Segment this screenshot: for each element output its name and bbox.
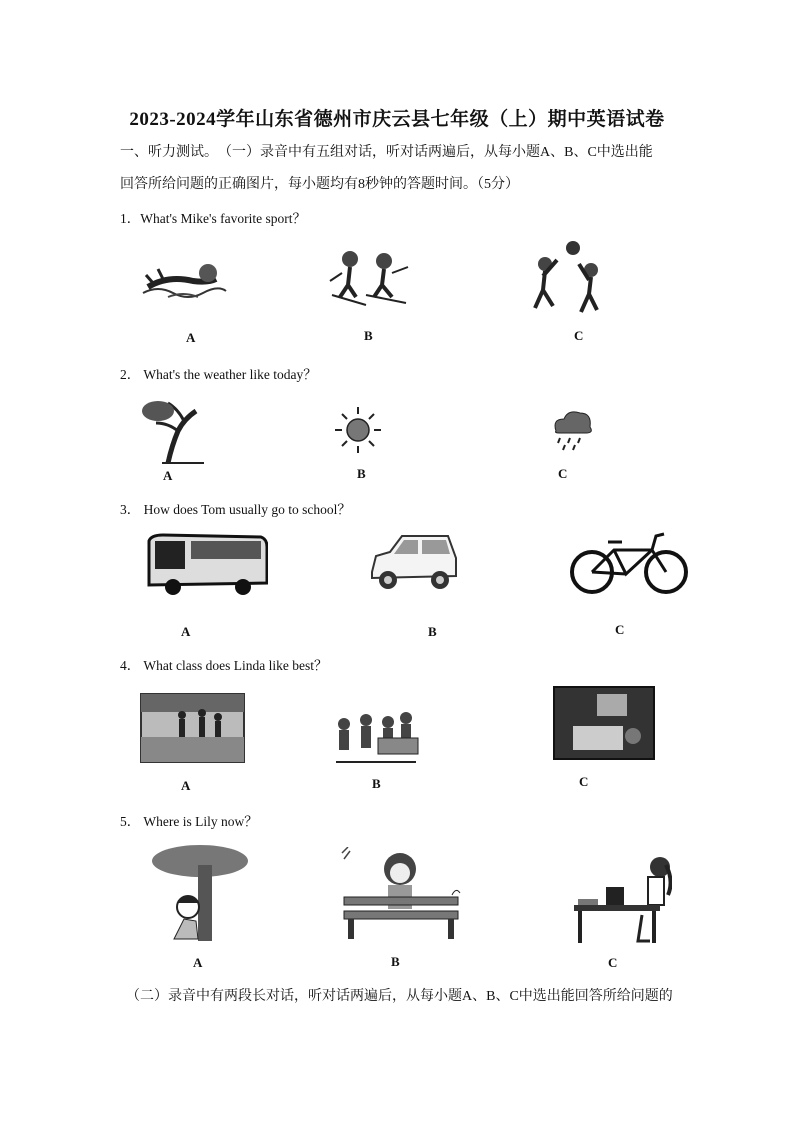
option-label: C (574, 328, 584, 343)
skiing-icon (322, 247, 412, 307)
option-label: B (372, 776, 381, 791)
exam-title: 2023-2024学年山东省德州市庆云县七年级（上）期中英语试卷 (129, 109, 665, 130)
question-3: 3． How does Tom usually go to school？ (120, 502, 351, 517)
windy-tree-icon (138, 395, 208, 465)
option-label: B (428, 624, 437, 639)
swimming-icon (138, 255, 228, 305)
option-label: B (364, 328, 373, 343)
section-2-instructions: （二）录音中有两段长对话，听对话两遍后，从每小题A、B、C中选出能回答所给问题的 (126, 989, 673, 1004)
option-label: C (615, 622, 625, 637)
section-1-instructions: 一、听力测试。 （一）录音中有五组对话，听对话两遍后，从每小题A、B、C中选出能 (120, 145, 653, 160)
park-bench-icon (338, 847, 463, 942)
option-label: A (193, 955, 203, 970)
option-label: A (163, 468, 173, 483)
rain-cloud-icon (548, 405, 596, 453)
under-tree-icon (150, 845, 250, 945)
question-2: 2． What's the weather like today？ (120, 367, 317, 382)
option-label: B (391, 954, 400, 969)
art-photo-icon (553, 686, 655, 760)
car-icon (368, 532, 460, 594)
question-4: 4． What class does Linda like best？ (120, 658, 328, 673)
desk-icon (572, 855, 672, 945)
option-label: C (558, 466, 568, 481)
sun-icon (333, 405, 383, 455)
option-label: A (186, 330, 196, 345)
option-label: B (357, 466, 366, 481)
option-label: A (181, 778, 191, 793)
question-1: 1．What's Mike's favorite sport？ (120, 211, 306, 226)
option-label: C (608, 955, 618, 970)
music-class-icon (332, 710, 420, 765)
section-1-instructions-line2: 回答所给问题的正确图片，每小题均有8秒钟的答题时间。（5分） (120, 177, 519, 192)
soccer-photo-icon (140, 693, 245, 763)
bus-icon (143, 533, 268, 598)
bicycle-icon (568, 530, 690, 595)
volleyball-icon (525, 240, 610, 315)
option-label: C (579, 774, 589, 789)
question-5: 5． Where is Lily now？ (120, 814, 258, 829)
option-label: A (181, 624, 191, 639)
